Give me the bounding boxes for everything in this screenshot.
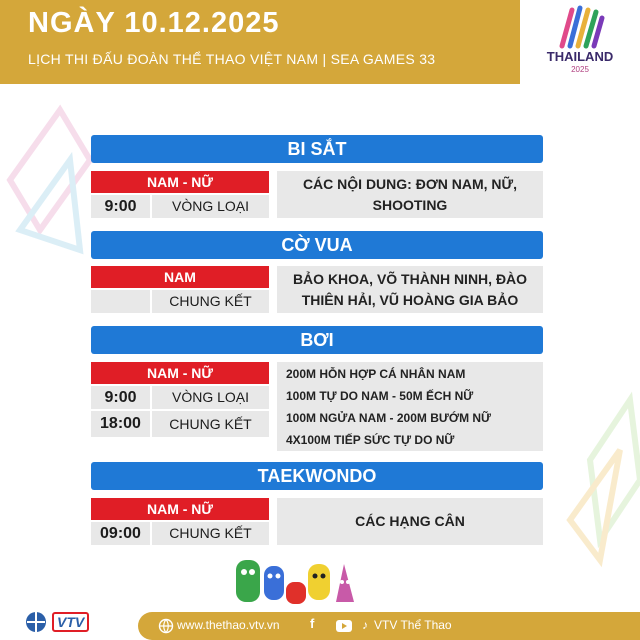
vtv-logo — [24, 610, 89, 634]
content-line: 100M TỰ DO NAM - 50M ẾCH NỮ — [286, 388, 474, 403]
content-line: CÁC NỘI DUNG: ĐƠN NAM, NỮ, — [302, 175, 518, 192]
section-header-bi-sat: BI SẮT — [91, 135, 543, 163]
category-label: NAM — [91, 266, 269, 288]
content-line: THIÊN HẢI, VŨ HOÀNG GIA BẢO — [301, 291, 519, 308]
time-cell: 09:00 — [91, 522, 150, 545]
section-header-taekwondo: TAEKWONDO — [91, 462, 543, 490]
section-header-boi: BƠI — [91, 326, 543, 354]
category-label: NAM - NỮ — [91, 171, 269, 193]
vtv-logo-text: VTV — [52, 612, 89, 632]
content-line: CÁC HẠNG CÂN — [355, 513, 465, 529]
round-cell: VÒNG LOẠI — [152, 195, 269, 218]
brand-year: 2025 — [571, 65, 589, 74]
event-content — [277, 498, 543, 545]
event-content — [277, 171, 543, 218]
facebook-icon[interactable]: f — [310, 616, 315, 631]
category-label: NAM - NỮ — [91, 498, 269, 520]
page-title: NGÀY 10.12.2025 — [28, 7, 280, 39]
time-cell — [91, 290, 150, 313]
website-link[interactable]: www.thethao.vtv.vn — [177, 618, 280, 632]
content-line: 200M HỖN HỢP CÁ NHÂN NAM — [286, 366, 466, 381]
content-line: BẢO KHOA, VÕ THÀNH NINH, ĐÀO — [292, 270, 528, 287]
sea-games-logo — [520, 0, 640, 84]
round-cell: CHUNG KẾT — [152, 411, 269, 437]
mascot-illustration — [232, 552, 362, 614]
sea-games-emblem-icon — [550, 4, 610, 54]
globe-icon — [24, 610, 48, 634]
page-subtitle: LỊCH THI ĐẤU ĐOÀN THỂ THAO VIỆT NAM | SEA GAMES 33 — [28, 51, 436, 67]
round-cell: CHUNG KẾT — [152, 522, 269, 545]
content-line: 100M NGỬA NAM - 200M BƯỚM NỮ — [286, 410, 492, 425]
time-cell: 18:00 — [91, 411, 150, 437]
time-cell: 9:00 — [91, 195, 150, 218]
tiktok-icon[interactable]: ♪ — [362, 618, 368, 632]
tiktok-handle[interactable]: VTV Thể Thao — [374, 618, 452, 632]
time-cell: 9:00 — [91, 386, 150, 409]
round-cell: VÒNG LOẠI — [152, 386, 269, 409]
category-label: NAM - NỮ — [91, 362, 269, 384]
round-cell: CHUNG KẾT — [152, 290, 269, 313]
section-header-co-vua: CỜ VUA — [91, 231, 543, 259]
event-content — [277, 362, 543, 451]
event-content — [277, 266, 543, 313]
content-line: 4X100M TIẾP SỨC TỰ DO NỮ — [286, 432, 455, 447]
brand-label: THAILAND — [546, 49, 614, 64]
content-line: SHOOTING — [372, 196, 448, 213]
